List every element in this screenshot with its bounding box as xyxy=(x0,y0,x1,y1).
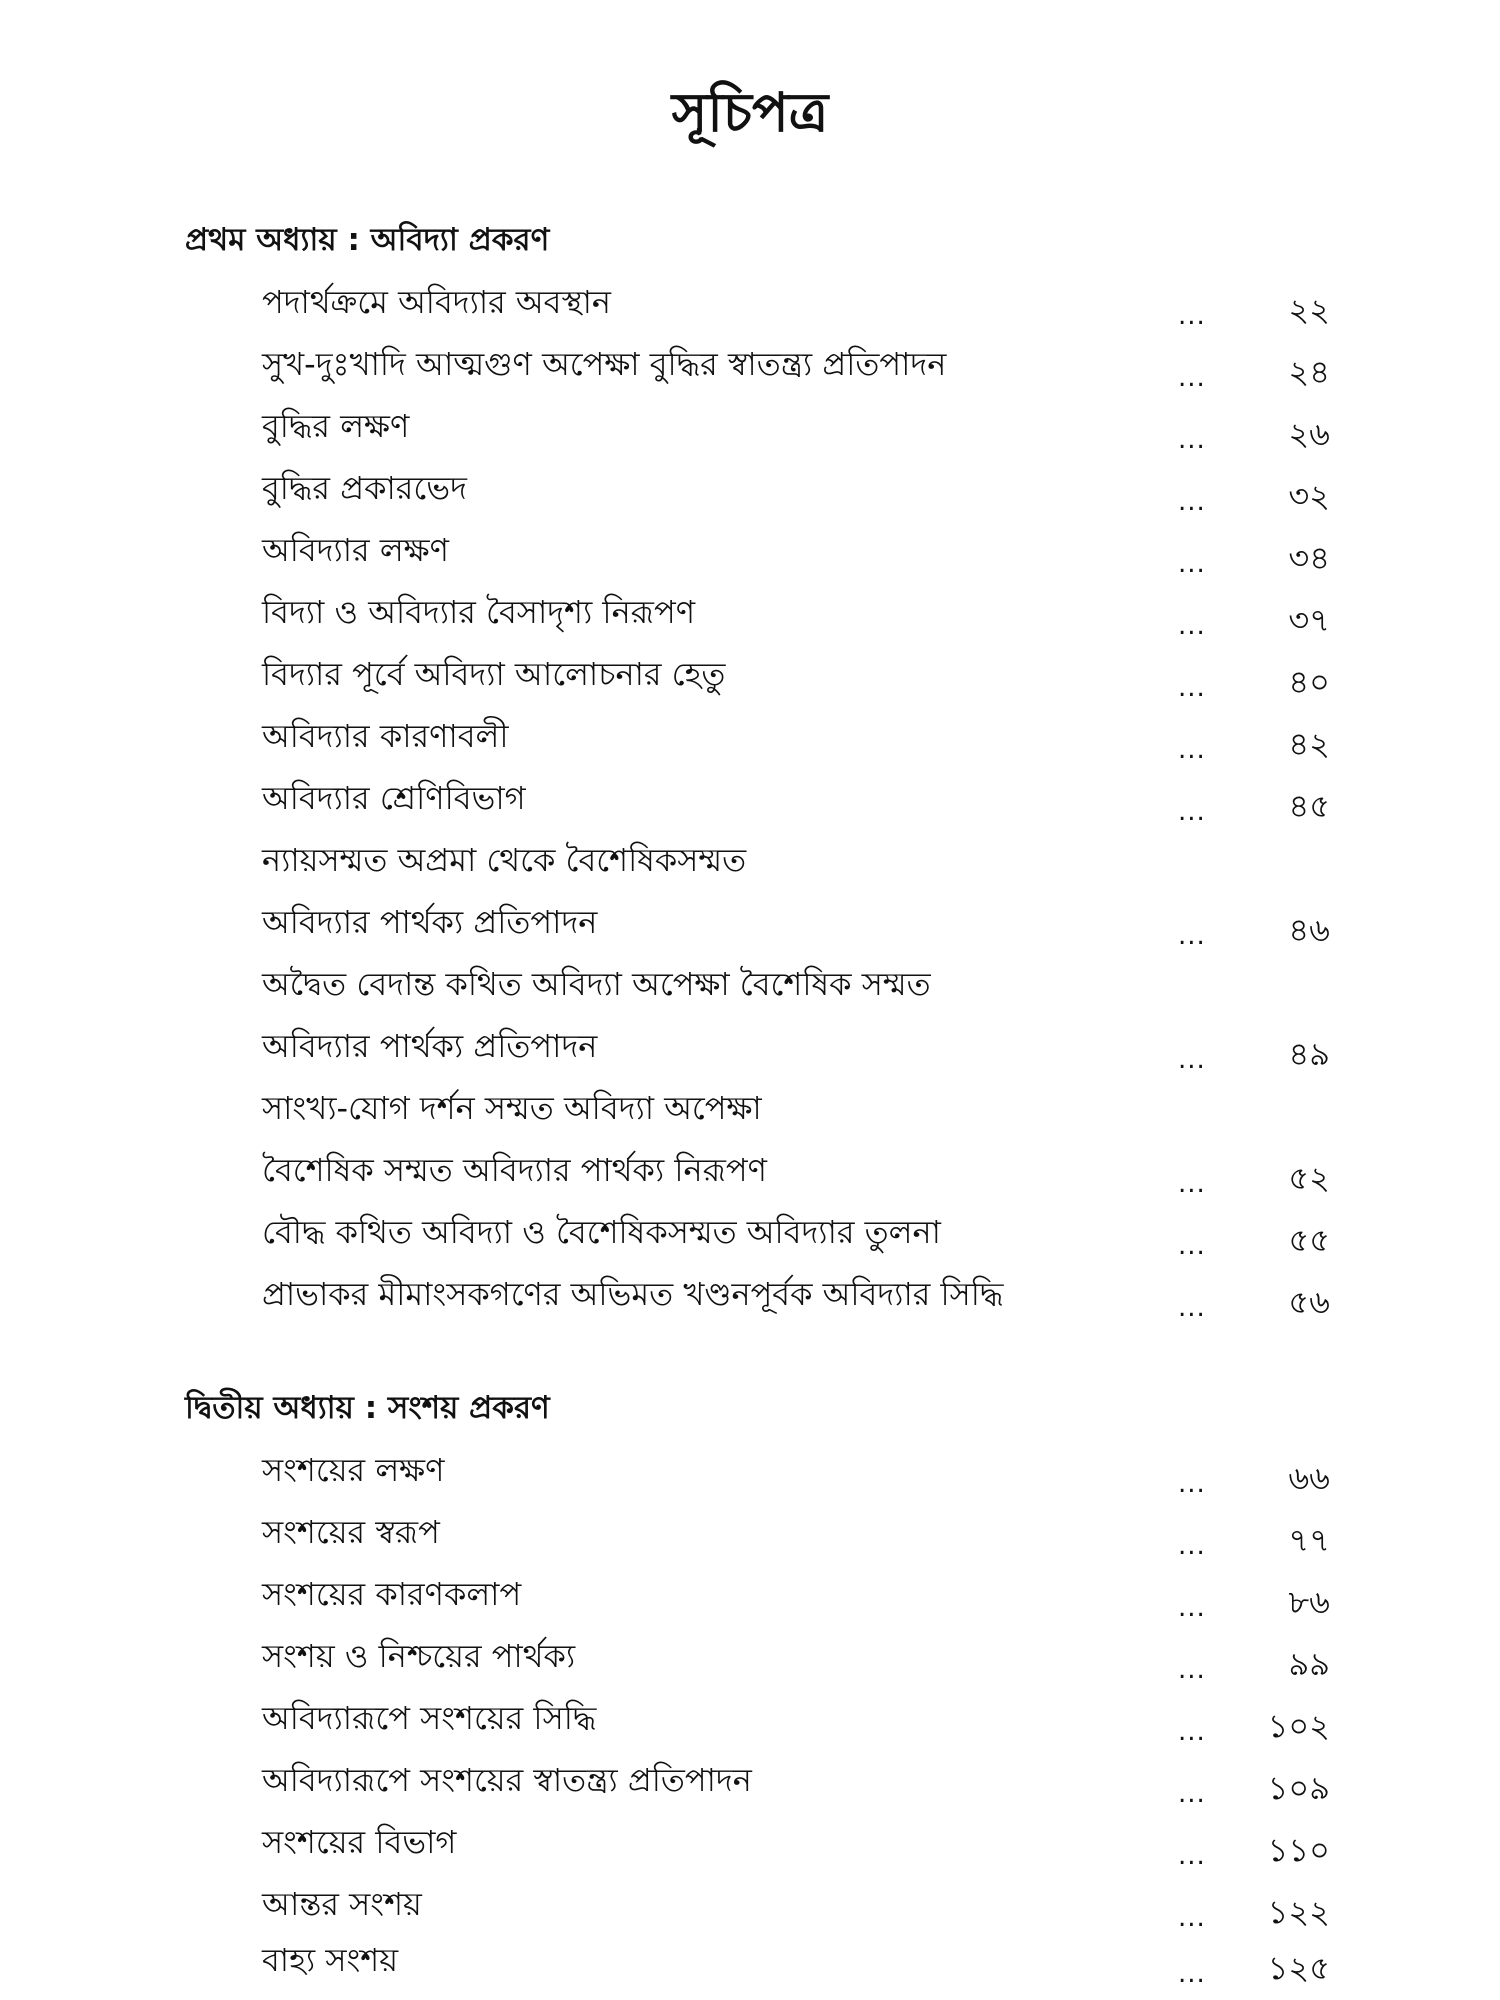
entry-page-number: ৫৬ xyxy=(1288,1283,1330,1321)
leader-dots: ... xyxy=(1178,1959,1206,1989)
leader-dots: ... xyxy=(1178,1655,1206,1685)
toc-entry xyxy=(0,1084,1500,1144)
toc-entry xyxy=(0,1632,1500,1692)
entry-title: ন্যায়সম্মত অপ্রমা থেকে বৈশেষিকসম্মত xyxy=(262,841,747,879)
entry-title: সুখ-দুঃখাদি আত্মগুণ অপেক্ষা বুদ্ধির স্বাতন্ত্র্য প্রতিপাদন xyxy=(262,345,947,383)
entry-page-number: ৭৭ xyxy=(1288,1521,1330,1559)
entry-title: বুদ্ধির প্রকারভেদ xyxy=(262,469,467,507)
chapter-heading-2: দ্বিতীয় অধ্যায় : সংশয় প্রকরণ xyxy=(185,1390,550,1426)
entry-title: অদ্বৈত বেদান্ত কথিত অবিদ্যা অপেক্ষা বৈশেষিক সম্মত xyxy=(262,965,931,1003)
entry-page-number: ২৬ xyxy=(1288,415,1330,453)
entry-title: অবিদ্যারূপে সংশয়ের স্বাতন্ত্র্য প্রতিপাদন xyxy=(262,1761,752,1799)
entry-page-number: ৯৯ xyxy=(1288,1645,1330,1683)
leader-dots: ... xyxy=(1178,611,1206,641)
leader-dots: ... xyxy=(1178,1717,1206,1747)
leader-dots: ... xyxy=(1178,797,1206,827)
toc-entry xyxy=(0,278,1500,338)
entry-title: সংশয়ের বিভাগ xyxy=(262,1823,457,1861)
leader-dots: ... xyxy=(1178,301,1206,331)
leader-dots: ... xyxy=(1178,549,1206,579)
entry-title: সাংখ্য-যোগ দর্শন সম্মত অবিদ্যা অপেক্ষা xyxy=(262,1089,762,1127)
entry-page-number: ৩২ xyxy=(1288,477,1330,515)
entry-page-number: ২৪ xyxy=(1288,353,1330,391)
leader-dots: ... xyxy=(1178,1779,1206,1809)
entry-title: বিদ্যা ও অবিদ্যার বৈসাদৃশ্য নিরূপণ xyxy=(262,593,696,631)
entry-title: অবিদ্যার শ্রেণিবিভাগ xyxy=(262,779,526,817)
entry-title: অবিদ্যার পার্থক্য প্রতিপাদন xyxy=(262,1027,598,1065)
entry-page-number: ১১০ xyxy=(1267,1831,1330,1869)
toc-entry xyxy=(0,774,1500,834)
entry-title: অবিদ্যার কারণাবলী xyxy=(262,717,509,755)
entry-title: সংশয়ের কারণকলাপ xyxy=(262,1575,522,1613)
entry-title: অবিদ্যার লক্ষণ xyxy=(262,531,449,569)
leader-dots: ... xyxy=(1178,1045,1206,1075)
leader-dots: ... xyxy=(1178,1841,1206,1871)
toc-entry xyxy=(0,1936,1500,1996)
entry-title: সংশয়ের লক্ষণ xyxy=(262,1451,445,1489)
leader-dots: ... xyxy=(1178,1231,1206,1261)
leader-dots: ... xyxy=(1178,1593,1206,1623)
entry-title: বৌদ্ধ কথিত অবিদ্যা ও বৈশেষিকসম্মত অবিদ্যার তুলনা xyxy=(262,1213,941,1251)
entry-title: সংশয়ের স্বরূপ xyxy=(262,1513,440,1551)
leader-dots: ... xyxy=(1178,735,1206,765)
toc-entry xyxy=(0,650,1500,710)
toc-entry xyxy=(0,1146,1500,1206)
entry-title: আন্তর সংশয় xyxy=(262,1885,422,1923)
entry-page-number: ৪৫ xyxy=(1288,787,1330,825)
toc-entry xyxy=(0,402,1500,462)
entry-page-number: ৪২ xyxy=(1288,725,1330,763)
entry-page-number: ৬৬ xyxy=(1288,1459,1330,1497)
entry-title: বাহ্য সংশয় xyxy=(262,1941,399,1979)
entry-title: অবিদ্যার পার্থক্য প্রতিপাদন xyxy=(262,903,598,941)
toc-entry xyxy=(0,1208,1500,1268)
entry-title: বুদ্ধির লক্ষণ xyxy=(262,407,410,445)
toc-entry xyxy=(0,712,1500,772)
page-title: সূচিপত্র xyxy=(671,81,829,144)
toc-entry xyxy=(0,960,1500,1020)
entry-page-number: ১২২ xyxy=(1267,1893,1330,1931)
leader-dots: ... xyxy=(1178,425,1206,455)
entry-page-number: ৮৬ xyxy=(1288,1583,1330,1621)
leader-dots: ... xyxy=(1178,1293,1206,1323)
leader-dots: ... xyxy=(1178,921,1206,951)
leader-dots: ... xyxy=(1178,1903,1206,1933)
leader-dots: ... xyxy=(1178,1531,1206,1561)
entry-title: সংশয় ও নিশ্চয়ের পার্থক্য xyxy=(262,1637,576,1675)
entry-page-number: ৪৯ xyxy=(1288,1035,1330,1073)
chapter-heading-1: প্রথম অধ্যায় : অবিদ্যা প্রকরণ xyxy=(185,222,550,258)
entry-page-number: ৪০ xyxy=(1288,663,1330,701)
toc-entry xyxy=(0,1694,1500,1754)
entry-page-number: ৩৪ xyxy=(1288,539,1330,577)
entry-page-number: ২২ xyxy=(1288,291,1330,329)
leader-dots: ... xyxy=(1178,1469,1206,1499)
entry-page-number: ৫৫ xyxy=(1288,1221,1330,1259)
toc-entry xyxy=(0,464,1500,524)
toc-entry xyxy=(0,526,1500,586)
leader-dots: ... xyxy=(1178,363,1206,393)
entry-title: বিদ্যার পূর্বে অবিদ্যা আলোচনার হেতু xyxy=(262,655,726,693)
toc-entry xyxy=(0,588,1500,648)
entry-page-number: ৪৬ xyxy=(1288,911,1330,949)
entry-page-number: ১০৯ xyxy=(1267,1769,1330,1807)
toc-entry xyxy=(0,1446,1500,1506)
toc-entry xyxy=(0,1270,1500,1330)
entry-page-number: ১২৫ xyxy=(1267,1949,1330,1987)
toc-entry xyxy=(0,1508,1500,1568)
entry-title: বৈশেষিক সম্মত অবিদ্যার পার্থক্য নিরূপণ xyxy=(262,1151,767,1189)
toc-entry xyxy=(0,340,1500,400)
toc-entry xyxy=(0,1022,1500,1082)
entry-title: প্রাভাকর মীমাংসকগণের অভিমত খণ্ডনপূর্বক অবিদ্যার সিদ্ধি xyxy=(262,1275,1004,1313)
entry-page-number: ৫২ xyxy=(1288,1159,1330,1197)
leader-dots: ... xyxy=(1178,1169,1206,1199)
leader-dots: ... xyxy=(1178,487,1206,517)
leader-dots: ... xyxy=(1178,673,1206,703)
toc-entry xyxy=(0,898,1500,958)
toc-entry xyxy=(0,1756,1500,1816)
toc-entry xyxy=(0,1880,1500,1940)
toc-entry xyxy=(0,1818,1500,1878)
entry-page-number: ৩৭ xyxy=(1288,601,1330,639)
entry-title: অবিদ্যারূপে সংশয়ের সিদ্ধি xyxy=(262,1699,597,1737)
toc-entry xyxy=(0,836,1500,896)
entry-title: পদার্থক্রমে অবিদ্যার অবস্থান xyxy=(262,283,611,321)
toc-entry xyxy=(0,1570,1500,1630)
entry-page-number: ১০২ xyxy=(1267,1707,1330,1745)
